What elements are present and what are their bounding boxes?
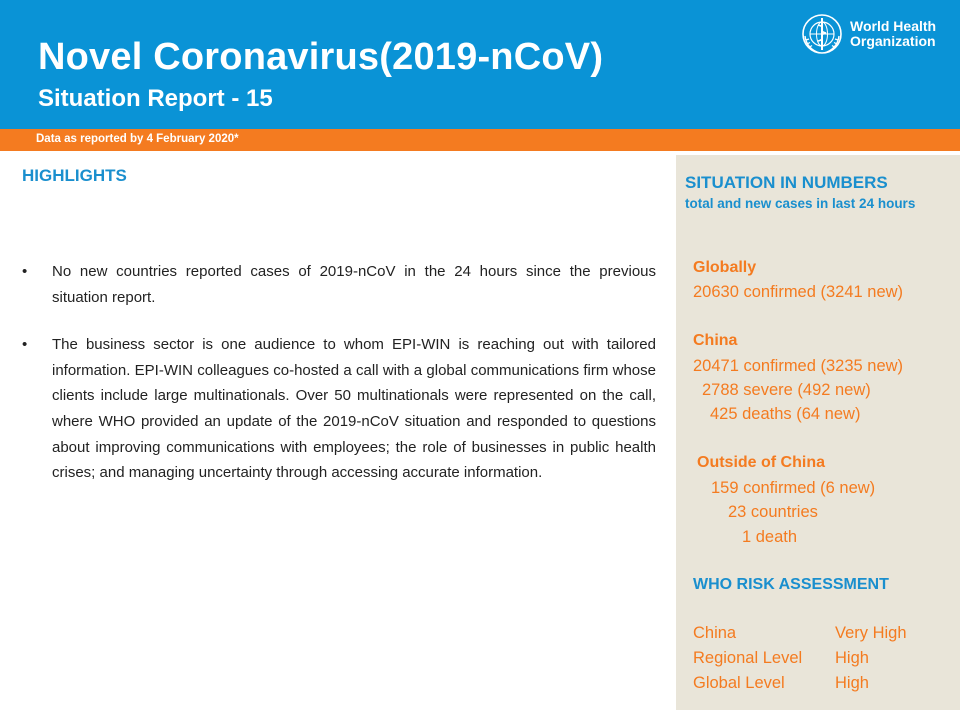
highlights-heading: HIGHLIGHTS — [22, 166, 127, 185]
highlight-text: No new countries reported cases of 2019-nCoV in the 24 hours since the previous situation report. — [52, 263, 656, 306]
china-heading: China — [693, 332, 738, 349]
situation-panel — [676, 155, 960, 710]
highlights-list — [22, 259, 656, 508]
bullet-marker: • — [22, 336, 28, 354]
highlight-text: The business sector is one audience to whom EPI-WIN is reaching out with tailored information. EPI-WIN colleagues co-hosted a call with a global communications firm whose clients include large multinationals. Over 50 multinationals were represented on the call, where WHO provided an update of the 2019-nCoV situation and responded to questions about improving communications with employees; the role of businesses in public health crises; and managing uncertainty through accessing accurate information. — [52, 336, 656, 482]
outside-confirmed: 159 confirmed (6 new) — [711, 479, 876, 497]
risk-row — [693, 674, 953, 698]
highlight-item — [22, 332, 656, 486]
who-name-line2: Organization — [850, 33, 936, 49]
outside-heading: Outside of China — [697, 454, 825, 471]
date-bar — [0, 129, 960, 151]
china-severe: 2788 severe (492 new) — [702, 381, 871, 399]
outside-deaths: 1 death — [742, 528, 798, 546]
risk-level: Very High — [835, 624, 907, 642]
report-date: Data as reported by 4 February 2020* — [36, 133, 239, 145]
bullet-marker: • — [22, 263, 28, 280]
who-logo — [800, 12, 948, 56]
china-confirmed: 20471 confirmed (3235 new) — [693, 357, 904, 375]
who-emblem-icon — [800, 12, 844, 56]
who-name-line1: World Health — [850, 18, 937, 34]
risk-area: Global Level — [693, 674, 785, 692]
risk-row — [693, 649, 953, 673]
risk-level: High — [835, 674, 869, 692]
report-subtitle: Situation Report - 15 — [38, 85, 273, 112]
situation-subtitle: total and new cases in last 24 hours — [685, 196, 916, 211]
report-title: Novel Coronavirus(2019-nCoV) — [38, 36, 604, 78]
risk-area: Regional Level — [693, 649, 803, 667]
highlight-item — [22, 259, 656, 310]
risk-row — [693, 624, 953, 648]
china-deaths: 425 deaths (64 new) — [710, 405, 861, 423]
risk-title: WHO RISK ASSESSMENT — [693, 576, 889, 593]
globally-confirmed: 20630 confirmed (3241 new) — [693, 283, 904, 301]
globally-heading: Globally — [693, 259, 757, 276]
report-header — [0, 0, 960, 129]
who-name — [850, 19, 936, 49]
situation-title: SITUATION IN NUMBERS — [685, 173, 888, 192]
risk-area: China — [693, 624, 737, 642]
risk-level: High — [835, 649, 869, 667]
outside-countries: 23 countries — [728, 503, 818, 521]
